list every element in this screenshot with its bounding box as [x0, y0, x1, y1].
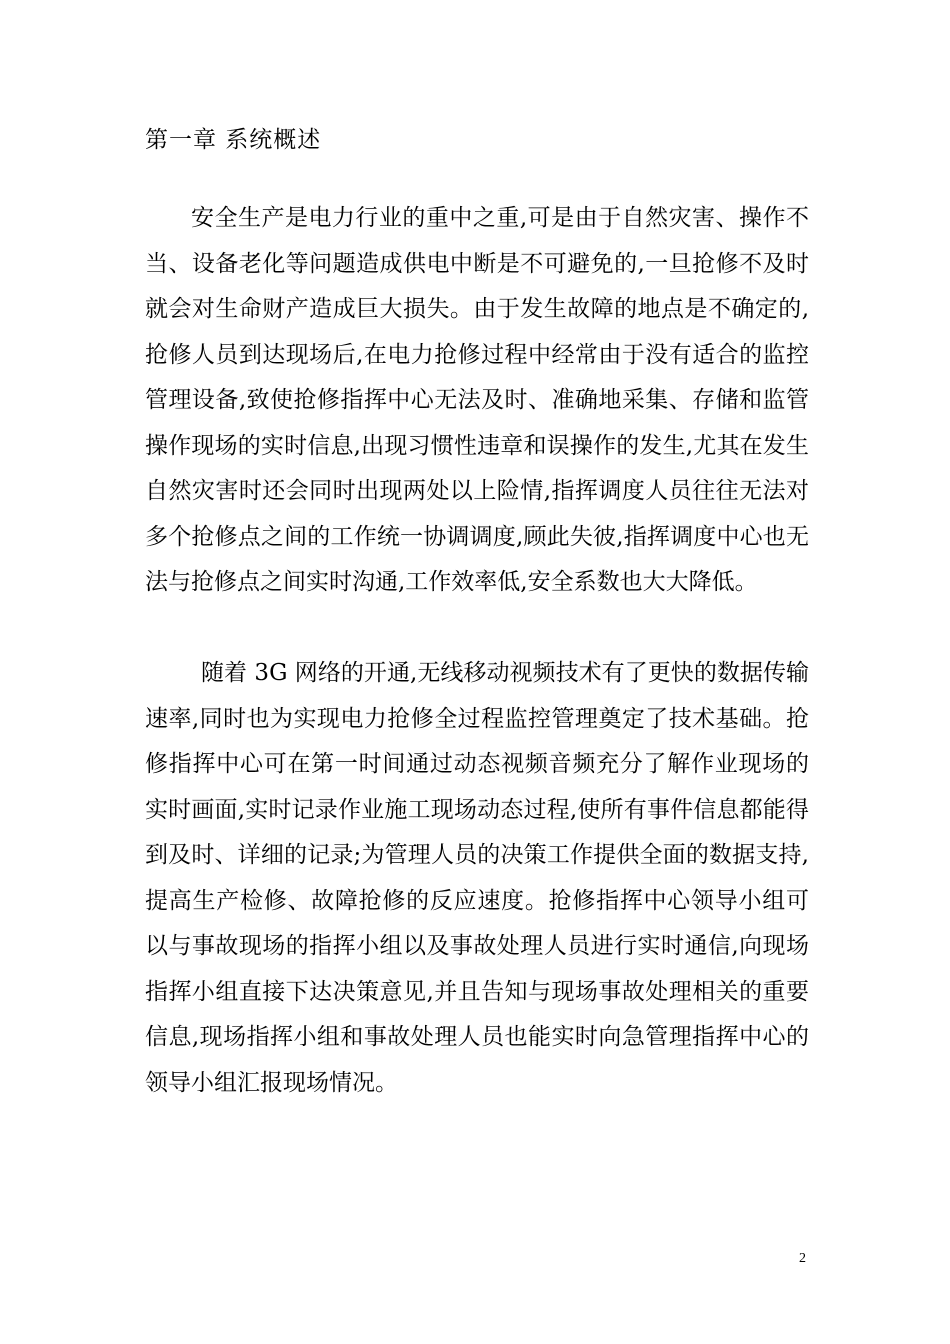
body-paragraph-2: 随着 3G 网络的开通,无线移动视频技术有了更快的数据传输速率,同时也为实现电力抢修全过程监控管理奠定了技术基础。抢修指挥中心可在第一时间通过动态视频音频充分了解作业现场的实时画面,实时记录作业施工现场动态过程,使所有事件信息都能得到及时、详细的记录;为管理人员的决策工作提供全面的数据支持,提高生产检修、故障抢修的反应速度。抢修指挥中心领导小组可以与事故现场的指挥小组以及事故处理人员进行实时通信,向现场指挥小组直接下达决策意见,并且告知与现场事故处理相关的重要信息,现场指挥小组和事故处理人员也能实时向急管理指挥中心的领导小组汇报现场情况。 — [145, 660, 809, 1096]
page-number: 2 — [799, 1251, 806, 1266]
body-paragraph-1: 安全生产是电力行业的重中之重,可是由于自然灾害、操作不当、设备老化等问题造成供电中断是不可避免的,一旦抢修不及时就会对生命财产造成巨大损失。由于发生故障的地点是不确定的,抢修人员到达现场后,在电力抢修过程中经常由于没有适合的监控管理设备,致使抢修指挥中心无法及时、准确地采集、存储和监管操作现场的实时信息,出现习惯性违章和误操作的发生,尤其在发生自然灾害时还会同时出现两处以上险情,指挥调度人员往往无法对多个抢修点之间的工作统一协调调度,顾此失彼,指挥调度中心也无法与抢修点之间实时沟通,工作效率低,安全系数也大大降低。 — [145, 205, 809, 595]
chapter-title: 第一章 系统概述 — [145, 127, 322, 153]
